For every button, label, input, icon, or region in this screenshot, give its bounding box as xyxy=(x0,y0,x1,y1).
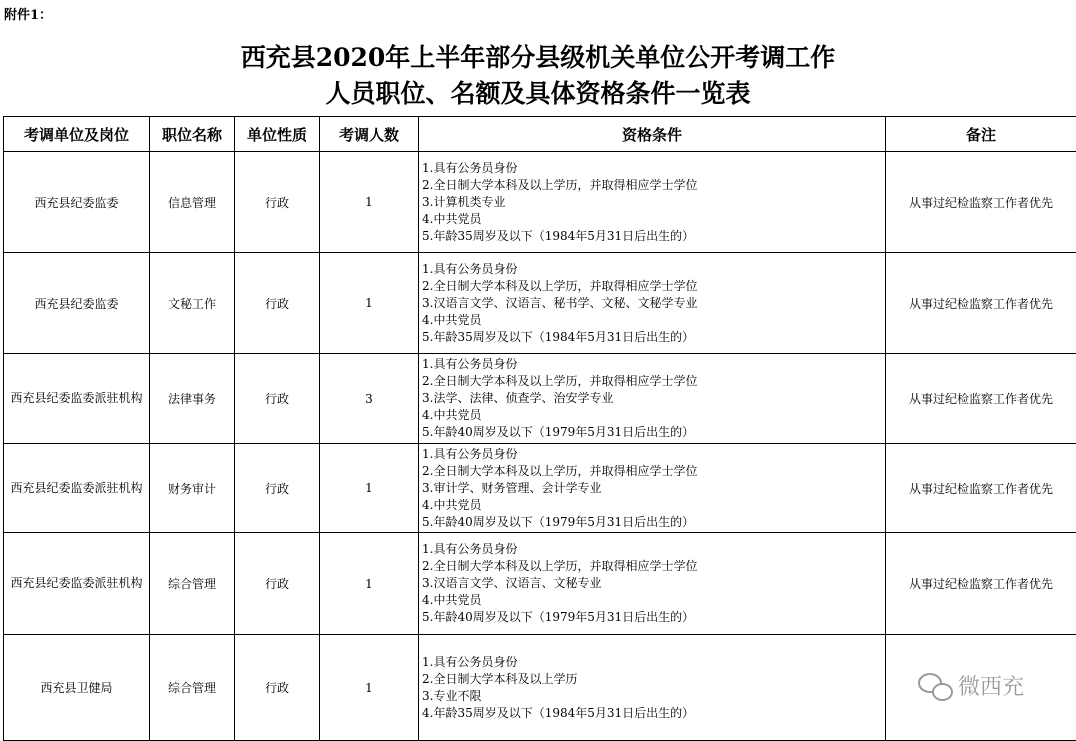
header-nature: 单位性质 xyxy=(235,117,320,152)
requirement-line: 1.具有公务员身份 xyxy=(422,160,883,177)
cell-note: 从事过纪检监察工作者优先 xyxy=(886,152,1076,253)
requirement-line: 3.汉语言文学、汉语言、文秘专业 xyxy=(422,575,883,592)
requirement-line: 5.年龄35周岁及以下（1984年5月31日后出生的） xyxy=(422,228,883,245)
requirement-line: 5.年龄40周岁及以下（1979年5月31日后出生的） xyxy=(422,424,883,441)
table-row xyxy=(4,444,1076,533)
cell-unit: 西充县纪委监委 xyxy=(4,253,150,354)
requirement-line: 2.全日制大学本科及以上学历，并取得相应学士学位 xyxy=(422,278,883,295)
cell-unit xyxy=(4,533,150,635)
watermark xyxy=(918,670,1024,701)
requirement-line: 4.中共党员 xyxy=(422,497,883,514)
requirement-line: 3.审计学、财务管理、会计学专业 xyxy=(422,480,883,497)
cell-requirements xyxy=(419,635,886,741)
cell-position: 信息管理 xyxy=(150,152,235,253)
table-row xyxy=(4,152,1076,253)
requirement-line: 4.中共党员 xyxy=(422,407,883,424)
cell-position: 文秘工作 xyxy=(150,253,235,354)
cell-position: 财务审计 xyxy=(150,444,235,533)
requirement-line: 3.汉语言文学、汉语言、秘书学、文秘、文秘学专业 xyxy=(422,295,883,312)
unit-text: 西充县纪委监委派驻机构 xyxy=(10,390,142,407)
cell-unit xyxy=(4,354,150,444)
requirement-line: 4.中共党员 xyxy=(422,592,883,609)
cell-note: 从事过纪检监察工作者优先 xyxy=(886,253,1076,354)
requirement-line: 2.全日制大学本科及以上学历，并取得相应学士学位 xyxy=(422,463,883,480)
cell-count: 1 xyxy=(320,152,419,253)
header-requirements: 资格条件 xyxy=(419,117,886,152)
positions-table xyxy=(3,116,1076,741)
cell-nature: 行政 xyxy=(235,533,320,635)
cell-note: 从事过纪检监察工作者优先 xyxy=(886,533,1076,635)
annex-label: 附件1： xyxy=(4,4,52,23)
cell-count: 1 xyxy=(320,533,419,635)
cell-note: 从事过纪检监察工作者优先 xyxy=(886,444,1076,533)
requirement-line: 1.具有公务员身份 xyxy=(422,654,883,671)
requirement-line: 4.中共党员 xyxy=(422,312,883,329)
cell-unit: 西充县纪委监委 xyxy=(4,152,150,253)
table-row xyxy=(4,253,1076,354)
requirement-line: 2.全日制大学本科及以上学历 xyxy=(422,671,883,688)
wechat-icon xyxy=(918,671,952,701)
requirement-line: 5.年龄40周岁及以下（1979年5月31日后出生的） xyxy=(422,609,883,626)
cell-count: 3 xyxy=(320,354,419,444)
unit-text: 西充县纪委监委派驻机构 xyxy=(10,480,142,497)
table-header-row xyxy=(4,117,1076,152)
cell-position: 综合管理 xyxy=(150,635,235,741)
cell-nature: 行政 xyxy=(235,354,320,444)
requirement-line: 2.全日制大学本科及以上学历，并取得相应学士学位 xyxy=(422,558,883,575)
table-row xyxy=(4,635,1076,741)
table-row xyxy=(4,354,1076,444)
title-line-1: 西充县2020年上半年部分县级机关单位公开考调工作 xyxy=(0,40,1076,76)
cell-requirements xyxy=(419,444,886,533)
document-title xyxy=(0,40,1076,112)
requirement-line: 2.全日制大学本科及以上学历，并取得相应学士学位 xyxy=(422,177,883,194)
requirement-line: 1.具有公务员身份 xyxy=(422,541,883,558)
header-position: 职位名称 xyxy=(150,117,235,152)
unit-text: 西充县纪委监委派驻机构 xyxy=(10,575,142,592)
cell-position: 综合管理 xyxy=(150,533,235,635)
cell-nature: 行政 xyxy=(235,635,320,741)
cell-nature: 行政 xyxy=(235,152,320,253)
cell-unit xyxy=(4,444,150,533)
header-unit: 考调单位及岗位 xyxy=(4,117,150,152)
requirement-line: 5.年龄35周岁及以下（1984年5月31日后出生的） xyxy=(422,329,883,346)
cell-note: 从事过纪检监察工作者优先 xyxy=(886,354,1076,444)
requirement-line: 1.具有公务员身份 xyxy=(422,261,883,278)
cell-count: 1 xyxy=(320,635,419,741)
cell-nature: 行政 xyxy=(235,253,320,354)
requirement-line: 3.法学、法律、侦查学、治安学专业 xyxy=(422,390,883,407)
table-row xyxy=(4,533,1076,635)
requirement-line: 4.年龄35周岁及以下（1984年5月31日后出生的） xyxy=(422,705,883,722)
cell-requirements xyxy=(419,354,886,444)
cell-nature: 行政 xyxy=(235,444,320,533)
header-note: 备注 xyxy=(886,117,1076,152)
cell-position: 法律事务 xyxy=(150,354,235,444)
watermark-text: 微西充 xyxy=(958,670,1024,701)
requirement-line: 2.全日制大学本科及以上学历，并取得相应学士学位 xyxy=(422,373,883,390)
header-count: 考调人数 xyxy=(320,117,419,152)
cell-count: 1 xyxy=(320,444,419,533)
requirement-line: 3.计算机类专业 xyxy=(422,194,883,211)
requirement-line: 5.年龄40周岁及以下（1979年5月31日后出生的） xyxy=(422,514,883,531)
cell-requirements xyxy=(419,533,886,635)
cell-requirements xyxy=(419,152,886,253)
requirement-line: 3.专业不限 xyxy=(422,688,883,705)
requirement-line: 1.具有公务员身份 xyxy=(422,356,883,373)
cell-unit: 西充县卫健局 xyxy=(4,635,150,741)
cell-count: 1 xyxy=(320,253,419,354)
title-line-2: 人员职位、名额及具体资格条件一览表 xyxy=(0,76,1076,112)
requirement-line: 1.具有公务员身份 xyxy=(422,446,883,463)
requirement-line: 4.中共党员 xyxy=(422,211,883,228)
cell-requirements xyxy=(419,253,886,354)
